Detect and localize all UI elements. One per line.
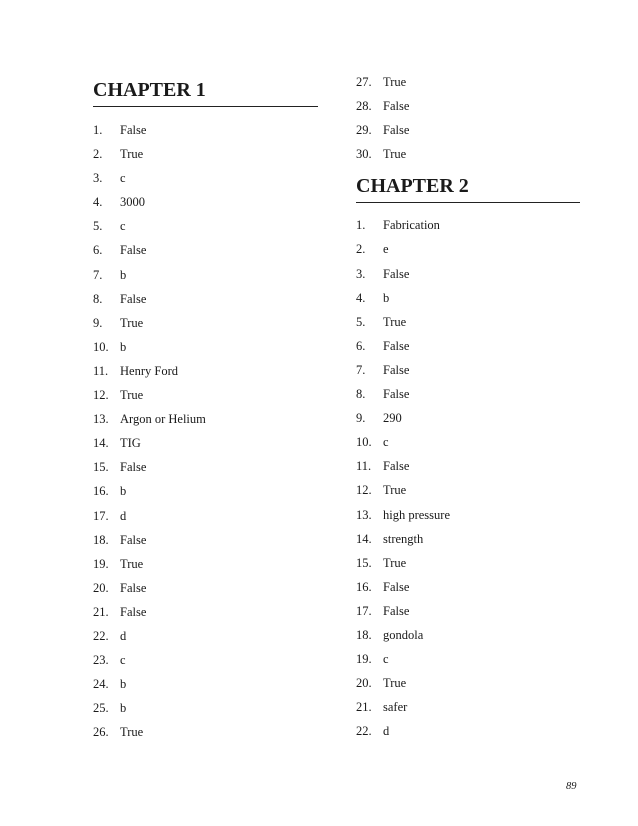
answer-text: TIG (120, 436, 141, 451)
answer-text: False (120, 460, 147, 475)
answer-item (356, 213, 580, 237)
answer-item (356, 454, 580, 478)
answer-number: 8. (93, 291, 103, 306)
answer-number: 1. (93, 123, 103, 137)
answer-number: 15. (356, 555, 372, 570)
answer-number: 18. (356, 627, 372, 642)
answer-item (356, 406, 580, 430)
chapter-2-heading: CHAPTER 2 (356, 176, 580, 203)
answer-item (93, 311, 318, 335)
answer-item (93, 624, 318, 648)
answer-item (356, 575, 580, 599)
answer-number: 3. (356, 266, 366, 281)
answer-number: 13. (93, 412, 109, 427)
answer-item (356, 237, 580, 261)
answer-text: False (383, 387, 410, 402)
answer-text: b (120, 677, 127, 692)
answer-text: c (120, 653, 126, 668)
answer-item (356, 695, 580, 719)
answer-number: 5. (93, 219, 103, 234)
answer-item (93, 528, 318, 552)
answer-item (356, 334, 580, 358)
answer-number: 28. (356, 99, 372, 114)
answer-item (93, 696, 318, 720)
answer-number: 20. (356, 676, 372, 691)
answer-item (356, 94, 580, 118)
answer-text: strength (383, 531, 424, 546)
answer-number: 20. (93, 580, 109, 595)
answer-text: b (120, 339, 127, 354)
answer-text: True (383, 483, 407, 498)
answer-text: safer (383, 700, 408, 715)
answer-number: 11. (93, 363, 109, 378)
answer-number: 2. (356, 242, 366, 257)
answer-item (93, 648, 318, 672)
answer-number: 16. (356, 579, 372, 594)
answer-item (93, 190, 318, 214)
answer-text: False (120, 243, 147, 258)
answer-item (356, 647, 580, 671)
answer-item (356, 142, 580, 166)
chapter-2-answer-list (356, 213, 580, 743)
answer-text: False (120, 532, 147, 547)
answer-item (356, 430, 580, 454)
answer-number: 21. (356, 700, 372, 715)
answer-text: True (120, 556, 144, 571)
answer-item (93, 672, 318, 696)
answer-number: 7. (93, 267, 103, 282)
answer-number: 23. (93, 653, 109, 668)
answer-item (93, 118, 318, 142)
answer-text: False (120, 604, 147, 619)
answer-item (356, 478, 580, 502)
answer-number: 16. (93, 484, 109, 499)
answer-item (93, 576, 318, 600)
answer-text: 3000 (120, 195, 145, 210)
answer-text: True (383, 676, 407, 691)
answer-number: 24. (93, 677, 109, 692)
answer-number: 14. (356, 531, 372, 546)
answer-number: 27. (356, 75, 372, 89)
answer-number: 22. (93, 628, 109, 643)
answer-text: Henry Ford (120, 363, 178, 378)
answer-number: 1. (356, 218, 366, 233)
answer-number: 11. (356, 459, 372, 474)
answer-item (93, 263, 318, 287)
answer-number: 9. (93, 315, 103, 330)
answer-text: True (383, 555, 407, 570)
answer-item (356, 527, 580, 551)
answer-item (93, 431, 318, 455)
answer-number: 19. (356, 652, 372, 667)
answer-number: 17. (356, 603, 372, 618)
answer-item (93, 479, 318, 503)
answer-number: 30. (356, 147, 372, 162)
answer-text: Argon or Helium (120, 412, 206, 427)
answer-text: c (383, 652, 389, 667)
answer-text: False (383, 579, 410, 594)
answer-number: 21. (93, 604, 109, 619)
answer-text: False (120, 291, 147, 306)
answer-number: 9. (356, 411, 366, 426)
answer-number: 6. (356, 338, 366, 353)
answer-item (93, 214, 318, 238)
answer-item (356, 358, 580, 382)
answer-text: False (383, 338, 410, 353)
answer-item (356, 599, 580, 623)
answer-text: e (383, 242, 389, 257)
answer-number: 12. (93, 388, 109, 403)
answer-text: False (383, 362, 410, 377)
answer-text: True (383, 75, 407, 89)
answer-text: b (120, 484, 127, 499)
answer-text: True (120, 315, 144, 330)
answer-number: 17. (93, 508, 109, 523)
answer-number: 4. (356, 290, 366, 305)
answer-text: False (383, 99, 410, 114)
answer-number: 15. (93, 460, 109, 475)
answer-text: gondola (383, 627, 424, 642)
answer-text: False (383, 459, 410, 474)
answer-number: 13. (356, 507, 372, 522)
answer-text: True (120, 147, 144, 162)
answer-item (356, 310, 580, 334)
answer-item (93, 600, 318, 624)
answer-item (93, 359, 318, 383)
answer-text: True (383, 147, 407, 162)
answer-text: c (383, 435, 389, 450)
answer-number: 26. (93, 725, 109, 740)
answer-item (356, 382, 580, 406)
answer-item (93, 335, 318, 359)
answer-text: Fabrication (383, 218, 440, 233)
answer-text: c (120, 171, 126, 186)
answer-text: True (120, 725, 144, 740)
answer-number: 22. (356, 724, 372, 739)
answer-item (93, 455, 318, 479)
answer-text: False (383, 266, 410, 281)
answer-text: False (120, 580, 147, 595)
answer-item (93, 238, 318, 262)
answer-item (356, 719, 580, 743)
answer-number: 29. (356, 123, 372, 138)
answer-number: 12. (356, 483, 372, 498)
answer-text: False (383, 603, 410, 618)
answer-text: b (120, 701, 127, 716)
answer-text: True (120, 388, 144, 403)
answer-text: b (120, 267, 127, 282)
answer-text: d (383, 724, 390, 739)
answer-item (93, 166, 318, 190)
answer-text: True (383, 314, 407, 329)
answer-number: 6. (93, 243, 103, 258)
answer-text: high pressure (383, 507, 450, 522)
page-number: 89 (566, 781, 577, 792)
answer-text: 290 (383, 411, 402, 426)
answer-text: d (120, 508, 127, 523)
answer-number: 14. (93, 436, 109, 451)
chapter-1-heading: CHAPTER 1 (93, 80, 318, 107)
answer-item (93, 142, 318, 166)
answer-item (93, 504, 318, 528)
answer-item (93, 720, 318, 744)
answer-item (356, 623, 580, 647)
answer-number: 8. (356, 387, 366, 402)
answer-number: 25. (93, 701, 109, 716)
answer-item (93, 383, 318, 407)
answer-item (93, 287, 318, 311)
answer-item (356, 286, 580, 310)
answer-number: 5. (356, 314, 366, 329)
answer-text: b (383, 290, 390, 305)
answer-text: False (120, 123, 147, 137)
chapter-1-answer-list (93, 118, 318, 744)
answer-item (93, 552, 318, 576)
answer-item (356, 70, 580, 94)
answer-number: 2. (93, 147, 103, 162)
answer-text: c (120, 219, 126, 234)
answer-number: 3. (93, 171, 103, 186)
answer-number: 7. (356, 362, 366, 377)
answer-item (356, 262, 580, 286)
answer-item (356, 551, 580, 575)
answer-number: 10. (356, 435, 372, 450)
answer-item (356, 671, 580, 695)
answer-item (93, 407, 318, 431)
answer-text: d (120, 628, 127, 643)
answer-number: 10. (93, 339, 109, 354)
left-column (93, 80, 318, 744)
answer-number: 19. (93, 556, 109, 571)
answer-item (356, 118, 580, 142)
answer-item (356, 503, 580, 527)
chapter-1-answer-list-continued (356, 70, 580, 166)
answer-text: False (383, 123, 410, 138)
right-column (356, 70, 580, 743)
answer-number: 18. (93, 532, 109, 547)
answer-number: 4. (93, 195, 103, 210)
